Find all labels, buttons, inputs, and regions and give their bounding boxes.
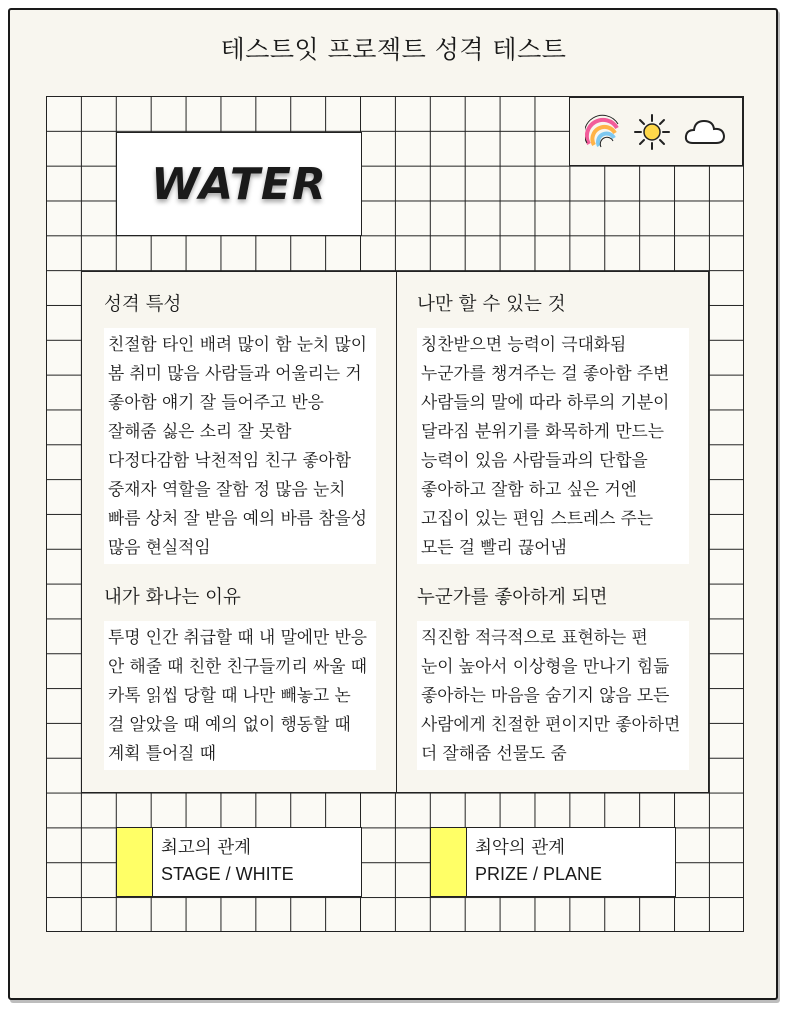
result-name-box xyxy=(116,132,362,236)
angry-text: 투명 인간 취급할 때 내 말에만 반응 안 해줄 때 친한 친구들끼리 싸울 때 카톡 읽씹 당할 때 나만 빼놓고 논 걸 알았을 때 예의 없이 행동할 때 계획 틀어질 때 xyxy=(104,621,376,770)
worst-relation-swatch xyxy=(431,828,467,896)
traits-section xyxy=(104,290,376,564)
page-title: 테스트잇 프로젝트 성격 테스트 xyxy=(220,35,567,64)
angry-section xyxy=(104,583,376,770)
crush-section xyxy=(417,583,689,770)
crush-text: 직진함 적극적으로 표현하는 편 눈이 높아서 이상형을 만나기 힘듦 좋아하는 마음을 숨기지 않음 모든 사람에게 친절한 편이지만 좋아하면 더 잘해줌 선물도 줌 xyxy=(417,621,689,770)
panel-divider xyxy=(396,272,397,792)
weather-icons-box xyxy=(569,97,743,166)
only-me-text: 칭찬받으면 능력이 극대화됨 누군가를 챙겨주는 걸 좋아함 주변 사람들의 말에 따라 하루의 기분이 달라짐 분위기를 화목하게 만드는 능력이 있음 사람들과의 단합을 좋아하고 잘함 하고 싶은 거엔 고집이 있는 편임 스트레스 주는 모든 걸 빨리 끊어냄 xyxy=(417,328,689,564)
best-relation-label: 최고의 관계 xyxy=(161,838,252,858)
cloud-icon xyxy=(683,115,727,149)
worst-relation-value: PRIZE / PLANE xyxy=(475,864,603,884)
rainbow-icon xyxy=(585,114,621,150)
worst-relation-label: 최악의 관계 xyxy=(475,838,566,858)
worst-relation-box xyxy=(430,827,676,897)
only-me-heading: 나만 할 수 있는 것 xyxy=(417,294,566,315)
best-relation-swatch xyxy=(117,828,153,896)
sun-icon xyxy=(633,113,671,151)
traits-text: 친절함 타인 배려 많이 함 눈치 많이 봄 취미 많음 사람들과 어울리는 거 좋아함 얘기 잘 들어주고 반응 잘해줌 싫은 소리 잘 못함 다정다감함 낙천적임 친구 좋아함 중재자 역할을 잘함 정 많음 눈치 빠름 상처 잘 받음 예의 바름 참을성 많음 현실적임 xyxy=(104,328,376,564)
result-name: WATER xyxy=(151,158,327,210)
only-me-section xyxy=(417,290,689,564)
best-relation-box xyxy=(116,827,362,897)
crush-heading: 누군가를 좋아하게 되면 xyxy=(417,587,608,608)
description-panel xyxy=(81,271,709,793)
traits-heading: 성격 특성 xyxy=(104,294,182,315)
best-relation-value: STAGE / WHITE xyxy=(161,864,294,884)
angry-heading: 내가 화나는 이유 xyxy=(104,587,241,608)
